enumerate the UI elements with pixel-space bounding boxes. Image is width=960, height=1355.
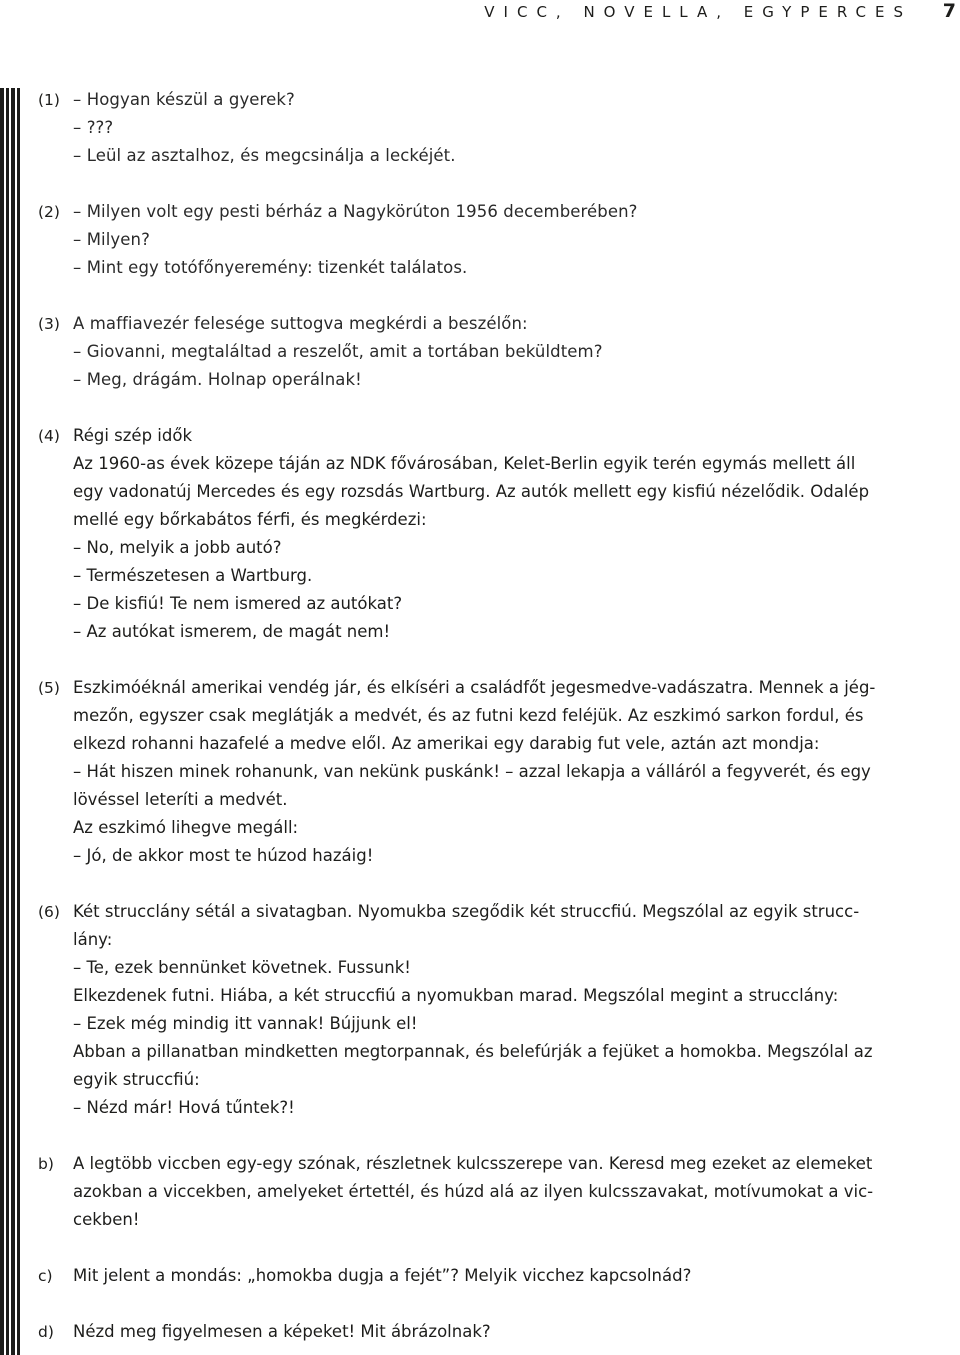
- item-number: (5): [38, 679, 60, 697]
- task-item-b: [38, 1150, 920, 1234]
- item-number: d): [38, 1323, 54, 1341]
- item-number: (6): [38, 903, 60, 921]
- text-line: – Ezek még mindig itt vannak! Bújjunk el!: [73, 1014, 418, 1033]
- joke-item-2: [38, 198, 920, 282]
- text-line: Az eszkimó lihegve megáll:: [73, 818, 299, 837]
- text-line: Nézd meg figyelmesen a képeket! Mit ábrázolnak?: [73, 1322, 491, 1341]
- item-number: b): [38, 1155, 54, 1173]
- item-number: (2): [38, 203, 60, 221]
- text-line: – Giovanni, megtaláltad a reszelőt, amit a tortában beküldtem?: [73, 342, 603, 361]
- text-line: – Hát hiszen minek rohanunk, van nekünk puskánk! – azzal lekapja a válláról a fegyverét, és egy: [73, 762, 871, 781]
- text-line: Két strucclány sétál a sivatagban. Nyomukba szegődik két struccfiú. Megszólal az egyik strucc-: [73, 902, 860, 921]
- text-line: – Az autókat ismerem, de magát nem!: [73, 622, 391, 641]
- text-line: – Meg, drágám. Holnap operálnak!: [73, 370, 362, 389]
- text-line: Abban a pillanatban mindketten megtorpannak, és belefúrják a fejüket a homokba. Megszólal az: [73, 1042, 873, 1061]
- text-line: lány:: [73, 930, 113, 949]
- page-number: 7: [942, 0, 956, 22]
- task-item-c: [38, 1262, 920, 1290]
- document-body: [38, 86, 920, 1346]
- task-item-d: [38, 1318, 920, 1346]
- text-line: Elkezdenek futni. Hiába, a két struccfiú a nyomukban marad. Megszólal megint a strucclány:: [73, 986, 839, 1005]
- text-line: A legtöbb viccben egy-egy szónak, részletnek kulcsszerepe van. Keresd meg ezeket az elemeket: [73, 1154, 873, 1173]
- text-line: Eszkimóéknál amerikai vendég jár, és elkíséri a családfőt jegesmedve-vadászatra. Mennek a jég-: [73, 678, 876, 697]
- text-line: mellé egy bőrkabátos férfi, és megkérdezi:: [73, 510, 427, 529]
- text-line: lövéssel leteríti a medvét.: [73, 790, 288, 809]
- text-line: – Nézd már! Hová tűntek?!: [73, 1098, 295, 1117]
- text-line: – Milyen?: [73, 230, 150, 249]
- text-line: – No, melyik a jobb autó?: [73, 538, 282, 557]
- item-number: (1): [38, 91, 60, 109]
- text-line: Az 1960-as évek közepe táján az NDK fővárosában, Kelet-Berlin egyik terén egymás mellett áll: [73, 454, 856, 473]
- item-number: c): [38, 1267, 53, 1285]
- text-line: – Leül az asztalhoz, és megcsinálja a leckéjét.: [73, 146, 456, 165]
- item-number: (3): [38, 315, 60, 333]
- text-line: – Hogyan készül a gyerek?: [73, 90, 295, 109]
- text-line: – Jó, de akkor most te húzod hazáig!: [73, 846, 374, 865]
- margin-bars-decoration: [0, 88, 22, 1355]
- running-header-title: VICC, NOVELLA, EGYPERCES: [484, 3, 912, 21]
- text-line: – ???: [73, 118, 114, 137]
- text-line: cekben!: [73, 1210, 140, 1229]
- text-line: Mit jelent a mondás: „homokba dugja a fejét”? Melyik vicchez kapcsolnád?: [73, 1266, 692, 1285]
- text-line: mezőn, egyszer csak meglátják a medvét, és az futni kezd feléjük. Az eszkimó sarkon fordul, és: [73, 706, 864, 725]
- text-line: azokban a viccekben, amelyeket értettél, és húzd alá az ilyen kulcsszavakat, motívumokat a vic-: [73, 1182, 874, 1201]
- joke-item-3: [38, 310, 920, 394]
- text-line: – Mint egy totófőnyeremény: tizenkét találatos.: [73, 258, 468, 277]
- text-line: – De kisfiú! Te nem ismered az autókat?: [73, 594, 403, 613]
- joke-item-6: [38, 898, 920, 1122]
- text-line: A maffiavezér felesége suttogva megkérdi a beszélőn:: [73, 314, 528, 333]
- text-line: egyik struccfiú:: [73, 1070, 200, 1089]
- joke-item-5: [38, 674, 920, 870]
- joke-title: Régi szép idők: [73, 426, 193, 445]
- item-number: (4): [38, 427, 60, 445]
- text-line: – Természetesen a Wartburg.: [73, 566, 313, 585]
- joke-item-4: [38, 422, 920, 646]
- text-line: egy vadonatúj Mercedes és egy rozsdás Wartburg. Az autók mellett egy kisfiú nézelődik. Odalép: [73, 482, 870, 501]
- text-line: – Te, ezek bennünket követnek. Fussunk!: [73, 958, 411, 977]
- joke-item-1: [38, 86, 920, 170]
- text-line: elkezd rohanni hazafelé a medve elől. Az amerikai egy darabig fut vele, aztán azt mondja:: [73, 734, 820, 753]
- text-line: – Milyen volt egy pesti bérház a Nagykörúton 1956 decemberében?: [73, 202, 638, 221]
